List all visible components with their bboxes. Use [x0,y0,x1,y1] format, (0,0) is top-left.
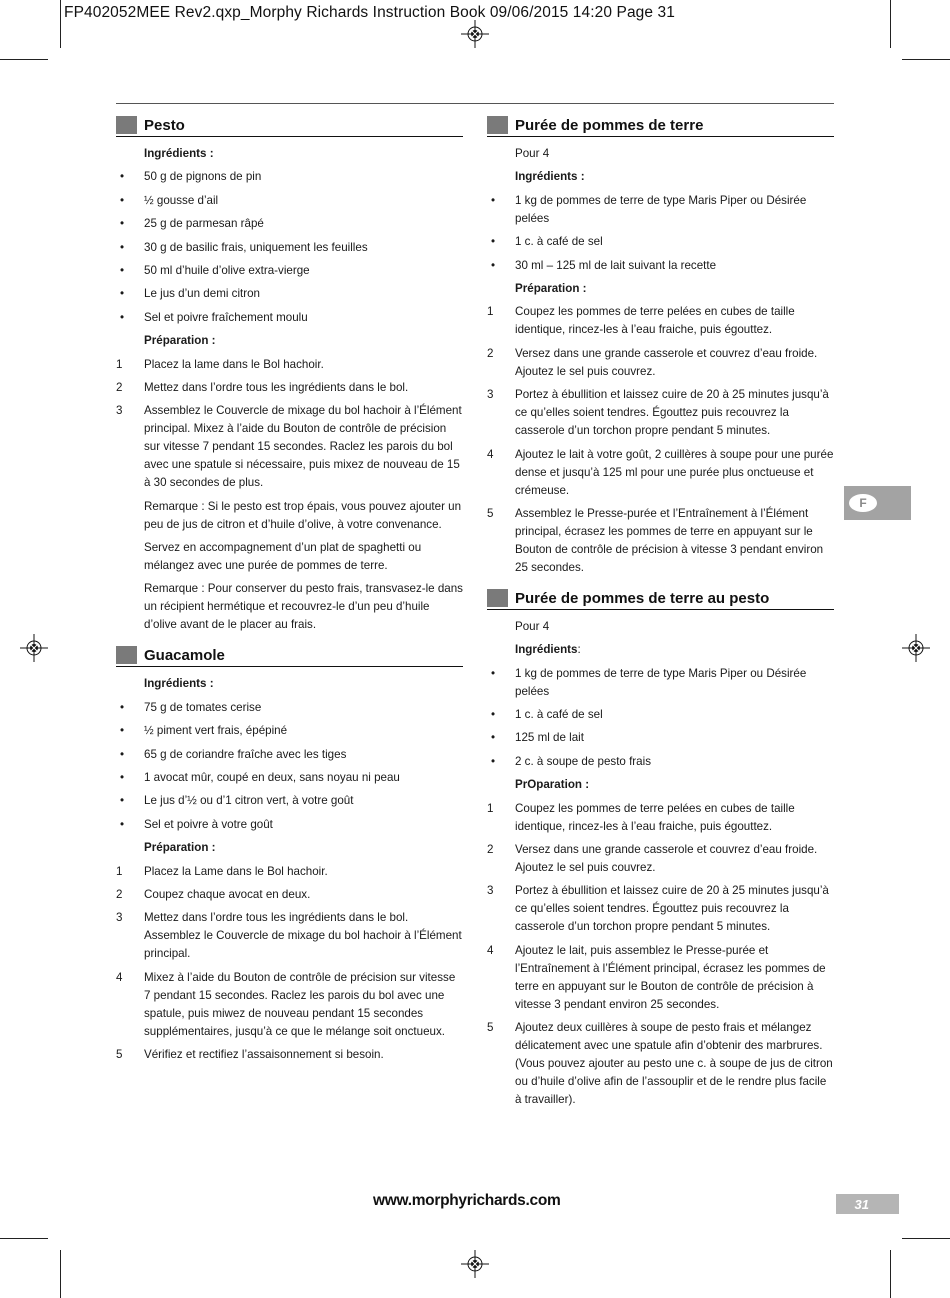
step-text: Ajoutez le lait, puis assemblez le Presse-purée et l’Entraînement à l’Élément principal, écrasez les pommes de terre en appuyant sur le Bouton de contrôle de précision à vitesse 3 pendant environ 25 secondes. [515,943,826,1011]
step-item [487,505,834,577]
language-tab [844,486,911,520]
step-text: Versez dans une grande casserole et couvrez d’eau froide. Ajoutez le sel puis couvrez. [515,843,818,875]
bullet: • [120,193,125,207]
step-number: 3 [487,884,494,898]
ingredient-item [116,792,463,810]
ingredient-text: 1 c. à café de sel [515,235,603,249]
ingredient-text: ½ piment vert frais, épépiné [144,724,288,738]
step-number: 1 [487,801,494,815]
ingredient-text: ½ gousse d’ail [144,193,219,207]
step-item [487,386,834,440]
step-item [487,345,834,381]
step-item [487,800,834,836]
section-heading-pesto [116,112,463,137]
step-item [116,1046,463,1064]
bullet: • [120,794,125,808]
ingredient-text: Sel et poivre fraîchement moulu [144,310,308,324]
step-item [487,303,834,339]
step-item [116,379,463,397]
preparation-label: Préparation : [144,334,216,348]
crop-mark [0,1238,48,1239]
crop-mark [0,59,48,60]
ingredient-text: Sel et poivre à votre goût [144,817,273,831]
step-item [487,841,834,877]
ingredient-text: 25 g de parmesan râpé [144,217,264,231]
ingredient-item [116,722,463,740]
bullet: • [491,731,496,745]
step-text: Assemblez le Presse-purée et l’Entraînement à l’Élément principal, écrasez les pommes de terre en appuyant sur le Bouton de contrôle de précision à vitesse 3 pendant environ 25 secondes. [515,506,824,574]
ingredient-text: 30 g de basilic frais, uniquement les feuilles [144,240,368,254]
crop-mark [890,1250,891,1298]
bullet: • [120,287,125,301]
section-title: Purée de pommes de terre au pesto [515,589,770,607]
serves-text: Pour 4 [515,147,550,160]
bullet: • [120,724,125,738]
ingredients-label-colon: : [577,643,581,657]
section-title: Pesto [144,117,185,134]
footer-url: www.morphyrichards.com [373,1192,561,1209]
bullet: • [120,817,125,831]
ingredient-item [487,753,834,771]
heading-marker [487,589,508,607]
right-column [487,112,834,1115]
section-heading-puree-pesto [487,585,834,610]
bullet: • [491,754,496,768]
step-item [116,909,463,963]
note-text: Remarque : Pour conserver du pesto frais, transvasez-le dans un récipient hermétique et recouvrez-le d’un peu d’huile d’olive avant de le placer au frais. [144,582,463,632]
ingredient-item [116,816,463,834]
step-item [116,969,463,1041]
registration-mark-left [20,634,48,662]
bullet: • [120,747,125,761]
step-text: Vérifiez et rectifiez l’assaisonnement si besoin. [144,1048,384,1062]
step-number: 2 [116,380,123,394]
ingredients-label: Ingrédients : [515,170,585,184]
bullet: • [120,240,125,254]
step-number: 3 [487,388,494,402]
step-text: Placez la lame dans le Bol hachoir. [144,357,324,371]
ingredients-label: Ingrédients : [144,677,214,691]
preparation-label: Préparation : [144,841,216,855]
ingredient-item [116,285,463,303]
ingredient-item [116,262,463,280]
bullet: • [491,666,496,680]
bullet: • [120,310,125,324]
ingredient-text: 1 kg de pommes de terre de type Maris Piper ou Désirée pelées [515,193,807,225]
step-text: Coupez chaque avocat en deux. [144,887,311,901]
ingredient-text: 1 avocat mûr, coupé en deux, sans noyau ni peau [144,771,400,785]
step-text: Portez à ébullition et laissez cuire de 20 à 25 minutes jusqu’à ce qu’elles soient tendres. Égouttez puis recouvrez la casserole d’un torchon propre pendant 5 minutes. [515,388,829,438]
note-text: Remarque : Si le pesto est trop épais, vous pouvez ajouter un peu de jus de citron et d’huile d’olive, à votre convenance. [144,499,462,531]
step-text: Versez dans une grande casserole et couvrez d’eau froide. Ajoutez le sel puis couvrez. [515,346,818,378]
ingredient-text: Le jus d’un demi citron [144,287,260,301]
section-heading-guacamole [116,642,463,667]
step-number: 4 [487,943,494,957]
step-text: Ajoutez le lait à votre goût, 2 cuillères à soupe pour une purée dense et jusqu’à 125 ml pour une purée plus onctueuse et crémeuse. [515,447,834,497]
step-number: 4 [116,970,123,984]
bullet: • [120,771,125,785]
step-item [116,863,463,881]
bullet: • [491,193,496,207]
step-number: 5 [487,506,494,520]
language-tab-letter: F [849,494,877,512]
section-title: Guacamole [144,647,225,665]
bullet: • [120,263,125,277]
step-text: Mettez dans l’ordre tous les ingrédients dans le bol. Assemblez le Couvercle de mixage du bol hachoir à l’Élément principal. [144,911,462,961]
preparation-label: Préparation : [515,281,587,295]
step-text: Coupez les pommes de terre pelées en cubes de taille identique, rincez-les à l’eau fraiche, puis égouttez. [515,801,795,833]
step-number: 2 [487,346,494,360]
top-rule [116,103,834,104]
heading-marker [116,646,137,664]
step-item [116,886,463,904]
ingredient-text: 50 g de pignons de pin [144,170,262,184]
ingredient-item [116,746,463,764]
crop-mark [890,0,891,48]
ingredient-text: Le jus d’½ ou d’1 citron vert, à votre goût [144,794,354,808]
ingredient-text: 1 kg de pommes de terre de type Maris Piper ou Désirée pelées [515,666,807,698]
step-number: 3 [116,911,123,925]
ingredient-item [116,239,463,257]
step-number: 1 [116,864,123,878]
serves-text: Pour 4 [515,619,550,633]
ingredient-text: 125 ml de lait [515,731,584,745]
ingredient-item [116,215,463,233]
ingredients-label [487,641,834,659]
ingredient-item [116,769,463,787]
step-number: 5 [116,1048,123,1062]
ingredient-item [487,192,834,228]
ingredient-text: 50 ml d’huile d’olive extra-vierge [144,263,310,277]
section-title: Purée de pommes de terre [515,117,704,134]
ingredient-item [116,168,463,186]
step-item [487,882,834,936]
ingredient-item [116,309,463,327]
step-item [116,356,463,374]
registration-mark-top [461,20,489,48]
ingredient-text: 65 g de coriandre fraîche avec les tiges [144,747,347,761]
step-item [116,402,463,492]
step-text: Assemblez le Couvercle de mixage du bol hachoir à l’Élément principal. Mixez à l’aide du Bouton de contrôle de précision sur vitesse 7 pendant 15 secondes. Raclez les parois du bol avec une spatule si nécessaire, puis mixez de nouveau de 15 à 30 secondes de plus. [144,404,462,490]
bullet: • [491,235,496,249]
page-number: 31 [854,1197,869,1212]
heading-marker [487,116,508,134]
step-number: 3 [116,404,123,418]
print-slug: FP402052MEE Rev2.qxp_Morphy Richards Instruction Book 09/06/2015 14:20 Page 31 [64,4,675,21]
step-text: Mettez dans l’ordre tous les ingrédients dans le bol. [144,380,409,394]
ingredient-item [487,729,834,747]
ingredient-item [116,699,463,717]
ingredients-label: Ingrédients : [144,147,214,160]
registration-mark-bottom [461,1250,489,1278]
crop-mark [60,1250,61,1298]
ingredient-item [487,257,834,275]
ingredient-text: 2 c. à soupe de pesto frais [515,754,651,768]
step-text: Coupez les pommes de terre pelées en cubes de taille identique, rincez-les à l’eau fraiche, puis égouttez. [515,305,795,337]
step-item [487,1019,834,1109]
step-number: 5 [487,1021,494,1035]
section-heading-puree [487,112,834,137]
step-text: Portez à ébullition et laissez cuire de 20 à 25 minutes jusqu’à ce qu’elles soient tendres. Égouttez puis recouvrez la casserole d’un torchon propre pendant 5 minutes. [515,884,829,934]
ingredient-item [487,665,834,701]
note-text: Servez en accompagnement d’un plat de spaghetti ou mélangez avec une purée de pommes de terre. [144,541,422,573]
left-column [116,112,463,1070]
bullet: • [491,708,496,722]
bullet: • [120,217,125,231]
step-number: 4 [487,447,494,461]
step-number: 2 [487,843,494,857]
bullet: • [120,170,125,184]
registration-mark-right [902,634,930,662]
step-item [487,446,834,500]
crop-mark [902,59,950,60]
ingredient-text: 75 g de tomates cerise [144,700,262,714]
page-number-box [836,1194,899,1214]
bullet: • [120,700,125,714]
crop-mark [60,0,61,48]
step-item [487,942,834,1014]
preparation-label: PrOparation : [515,778,590,792]
step-number: 2 [116,887,123,901]
ingredient-item [487,233,834,251]
ingredient-text: 1 c. à café de sel [515,708,603,722]
ingredients-label-text: Ingrédients [515,643,578,657]
step-text: Ajoutez deux cuillères à soupe de pesto frais et mélangez délicatement avec une spatule afin d’obtenir des marbrures. (Vous pouvez ajouter au pesto une c. à soupe de jus de citron ou d’huile d’olive afin de l’assouplir et de le rendre plus facile à travailler). [515,1021,833,1107]
step-number: 1 [487,305,494,319]
heading-marker [116,116,137,134]
ingredient-item [116,192,463,210]
step-text: Placez la Lame dans le Bol hachoir. [144,864,328,878]
step-number: 1 [116,357,123,371]
step-text: Mixez à l’aide du Bouton de contrôle de précision sur vitesse 7 pendant 15 secondes. Raclez les parois du bol avec une spatule, puis miwez de nouveau pendant 15 secondes supplémentaires, jusqu’à ce que le mélange soit onctueux. [144,970,456,1038]
ingredient-item [487,706,834,724]
ingredient-text: 30 ml – 125 ml de lait suivant la recette [515,258,717,272]
crop-mark [902,1238,950,1239]
bullet: • [491,258,496,272]
